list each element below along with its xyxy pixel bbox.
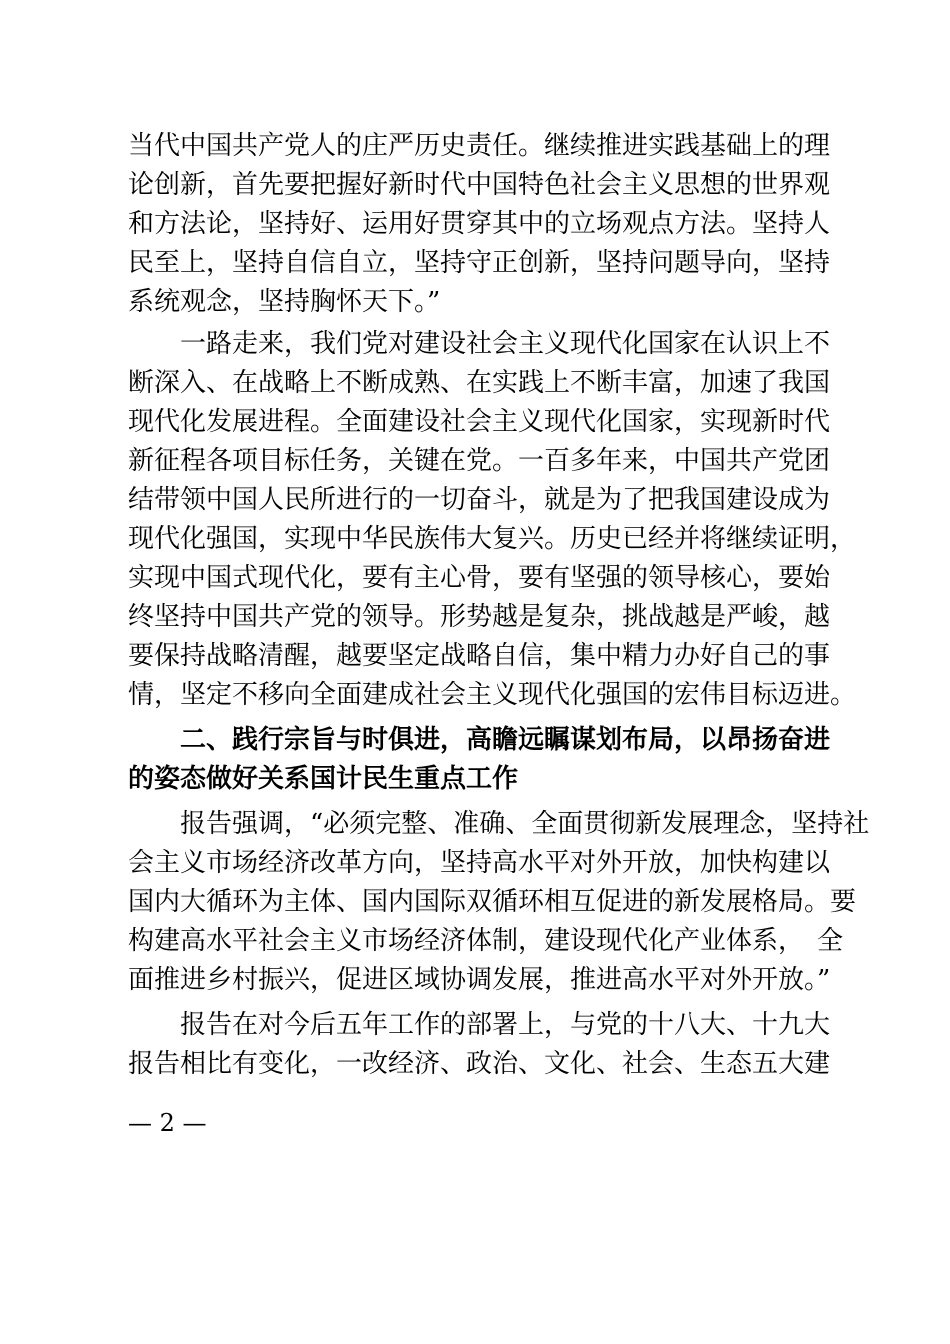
section-heading-line: 二、践行宗旨与时俱进，高瞻远瞩谋划布局，以昂扬奋进 — [128, 725, 831, 755]
body-text-line: 构建高水平社会主义市场经济体制，建设现代化产业体系， 全 — [128, 926, 844, 956]
body-text-line: 会主义市场经济改革方向，坚持高水平对外开放，加快构建以 — [128, 848, 831, 878]
body-text-line: 当代中国共产党人的庄严历史责任。继续推进实践基础上的理 — [128, 131, 831, 161]
body-text-line: 和方法论，坚持好、运用好贯穿其中的立场观点方法。坚持人 — [128, 209, 831, 239]
body-text-line: 系统观念，坚持胸怀天下。” — [128, 287, 441, 317]
body-text-line: 国内大循环为主体、国内国际双循环相互促进的新发展格局。要 — [128, 887, 857, 917]
body-text-line: 要保持战略清醒，越要坚定战略自信，集中精力办好自己的事 — [128, 641, 831, 671]
body-text-line: 结带领中国人民所进行的一切奋斗，就是为了把我国建设成为 — [128, 485, 831, 515]
body-text-line: 论创新，首先要把握好新时代中国特色社会主义思想的世界观 — [128, 170, 831, 200]
body-text-line: 报告相比有变化，一改经济、政治、文化、社会、生态五大建 — [128, 1049, 831, 1079]
body-text-line: 情，坚定不移向全面建成社会主义现代化强国的宏伟目标迈进。 — [128, 680, 857, 710]
section-heading-line: 的姿态做好关系国计民生重点工作 — [128, 764, 519, 794]
body-text-line: 报告强调，“必须完整、准确、全面贯彻新发展理念，坚持社 — [128, 809, 870, 839]
body-text-line: 实现中国式现代化，要有主心骨，要有坚强的领导核心，要始 — [128, 563, 831, 593]
body-text-line: 现代化发展进程。全面建设社会主义现代化国家，实现新时代 — [128, 407, 831, 437]
body-text-line: 一路走来，我们党对建设社会主义现代化国家在认识上不 — [128, 329, 831, 359]
body-text-line: 民至上，坚持自信自立，坚持守正创新，坚持问题导向，坚持 — [128, 248, 831, 278]
page-number: — 2 — — [128, 1109, 207, 1137]
body-text-line: 终坚持中国共产党的领导。形势越是复杂，挑战越是严峻，越 — [128, 602, 831, 632]
body-text-line: 报告在对今后五年工作的部署上，与党的十八大、十九大 — [128, 1010, 831, 1040]
body-text-line: 现代化强国，实现中华民族伟大复兴。历史已经并将继续证明， — [128, 524, 857, 554]
body-text-line: 断深入、在战略上不断成熟、在实践上不断丰富，加速了我国 — [128, 368, 831, 398]
body-text-line: 面推进乡村振兴，促进区域协调发展，推进高水平对外开放。” — [128, 965, 831, 995]
body-text-line: 新征程各项目标任务，关键在党。一百多年来，中国共产党团 — [128, 446, 831, 476]
